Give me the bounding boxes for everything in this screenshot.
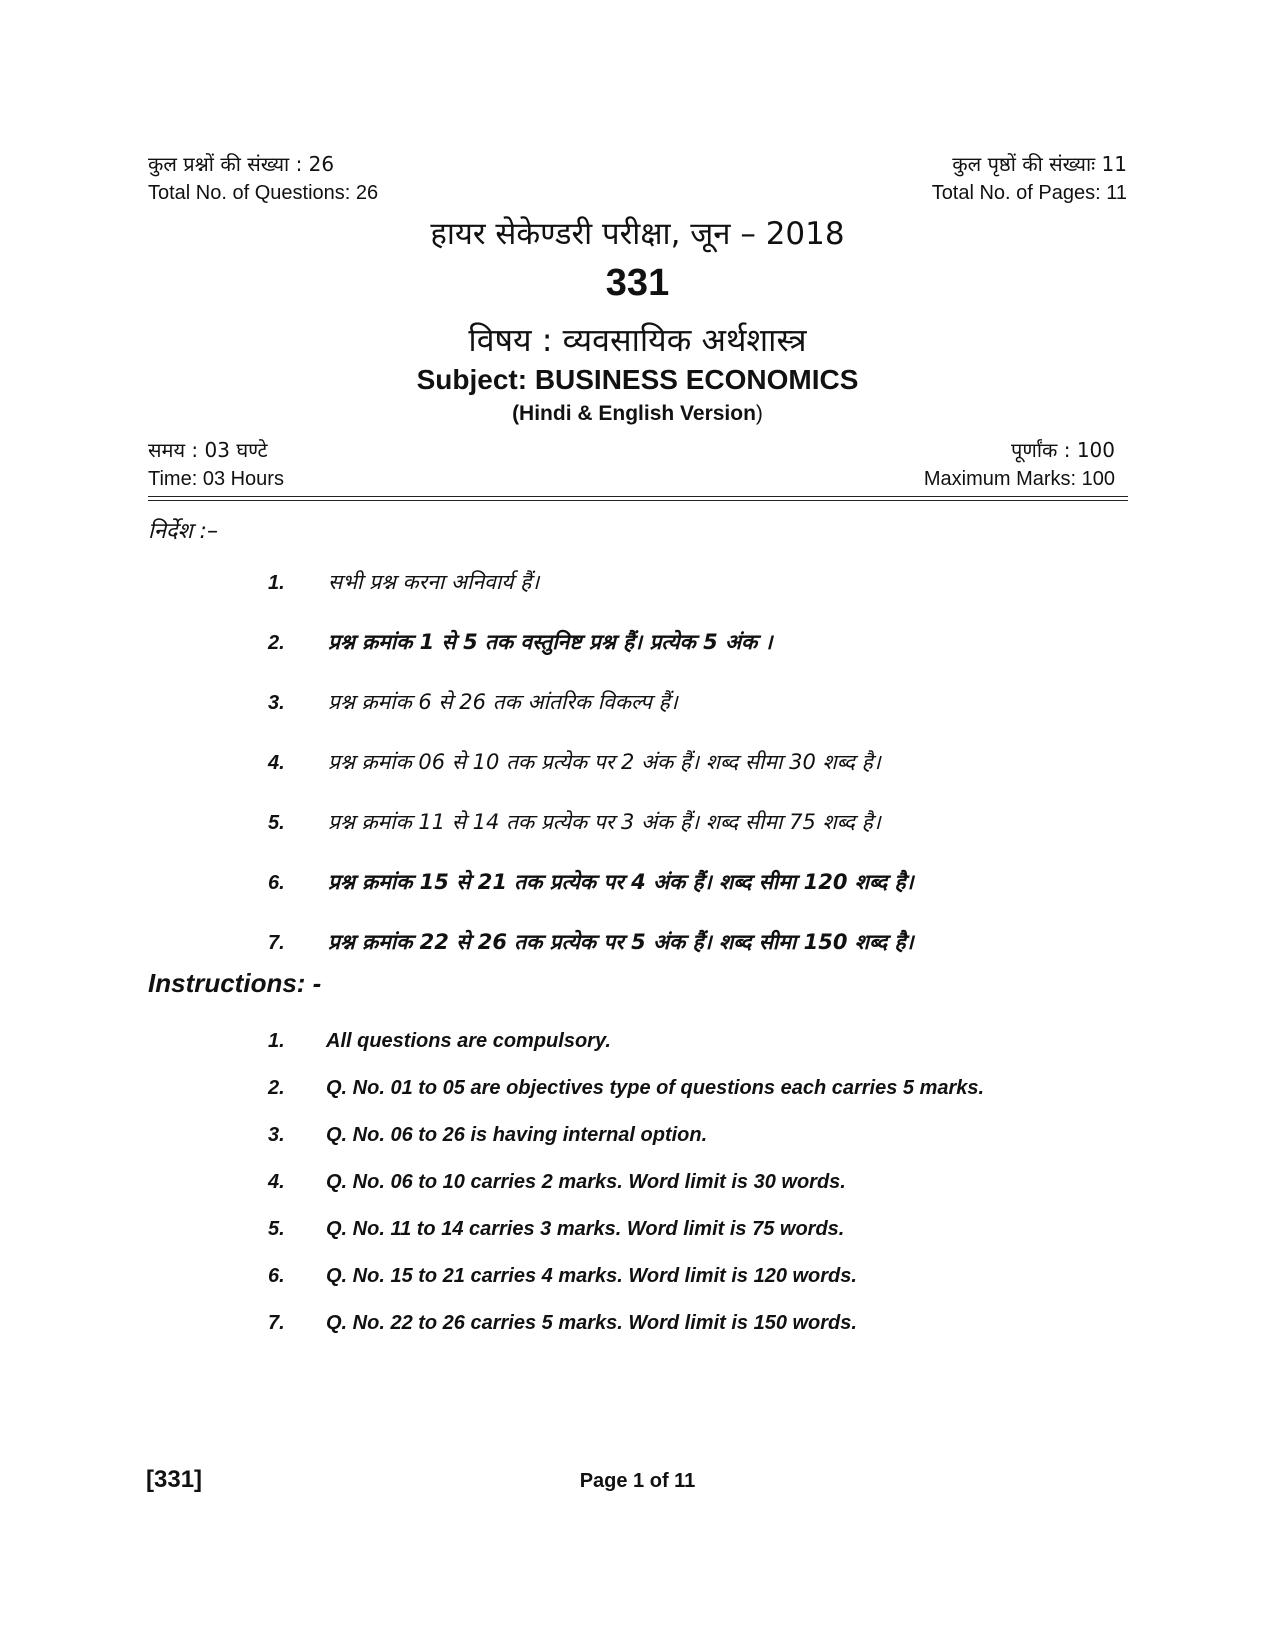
total-questions: Total No. of Questions: 26 <box>148 182 379 204</box>
instruction-number: 3. <box>268 1124 285 1146</box>
hindi-item-text: प्रश्न क्रमांक 06 से 10 तक प्रत्येक पर 2 अंक हैं। शब्द सीमा 30 शब्द है। <box>328 750 881 774</box>
instruction-text: Q. No. 06 to 26 is having internal option. <box>326 1124 708 1146</box>
instruction-text: Q. No. 01 to 05 are objectives type of questions each carries 5 marks. <box>326 1077 985 1099</box>
page-number: Page 1 of 11 <box>579 1470 696 1492</box>
hindi-item-number: 2. <box>268 632 285 654</box>
instructions-heading: Instructions: - <box>148 968 322 998</box>
hindi-item-number: 7. <box>268 932 285 954</box>
time-hindi: समय : 03 घण्टे <box>148 438 268 462</box>
hindi-item-text: प्रश्न क्रमांक 15 से 21 तक प्रत्येक पर 4 अंक हैं। शब्द सीमा 120 शब्द है। <box>328 870 914 894</box>
instruction-number: 5. <box>268 1218 285 1240</box>
marks-english: Maximum Marks: 100 <box>923 468 1115 490</box>
instruction-number: 1. <box>268 1030 285 1052</box>
version-note-close: ) <box>755 402 763 425</box>
instruction-text: Q. No. 22 to 26 carries 5 marks. Word limit is 150 words. <box>326 1312 857 1334</box>
hindi-item-number: 5. <box>268 812 285 834</box>
hindi-total-questions: कुल प्रश्नों की संख्या : 26 <box>148 152 335 176</box>
footer-code: [331] <box>146 1466 203 1493</box>
hindi-total-pages: कुल पृष्ठों की संख्याः 11 <box>952 152 1127 176</box>
subject-english: Subject: BUSINESS ECONOMICS <box>416 364 859 395</box>
hindi-item-number: 3. <box>268 692 285 714</box>
hindi-item-text: प्रश्न क्रमांक 6 से 26 तक आंतरिक विकल्प हैं। <box>328 690 678 714</box>
exam-title-hindi: हायर सेकेण्डरी परीक्षा, जून – 2018 <box>430 216 845 252</box>
instruction-text: Q. No. 06 to 10 carries 2 marks. Word limit is 30 words. <box>326 1171 846 1193</box>
hindi-instructions-heading: निर्देश :– <box>148 519 218 544</box>
instruction-number: 6. <box>268 1265 285 1287</box>
hindi-item-text: सभी प्रश्न करना अनिवार्य हैं। <box>328 570 540 594</box>
divider-top <box>148 496 1128 497</box>
instruction-text: Q. No. 11 to 14 carries 3 marks. Word limit is 75 words. <box>326 1218 845 1240</box>
instruction-text: Q. No. 15 to 21 carries 4 marks. Word limit is 120 words. <box>326 1265 857 1287</box>
hindi-item-number: 6. <box>268 872 285 894</box>
instruction-number: 4. <box>268 1171 285 1193</box>
total-pages: Total No. of Pages: 11 <box>931 182 1127 204</box>
hindi-item-number: 4. <box>268 752 285 774</box>
time-english: Time: 03 Hours <box>148 468 284 490</box>
marks-hindi: पूर्णांक : 100 <box>1011 438 1115 462</box>
instruction-number: 7. <box>268 1312 285 1334</box>
instruction-text: All questions are compulsory. <box>326 1030 611 1052</box>
paper-code: 331 <box>605 262 670 304</box>
hindi-item-number: 1. <box>268 572 285 594</box>
hindi-item-text: प्रश्न क्रमांक 22 से 26 तक प्रत्येक पर 5 अंक हैं। शब्द सीमा 150 शब्द है। <box>328 930 914 954</box>
divider-bottom <box>148 500 1128 501</box>
version-note-text: (Hindi & English Version <box>512 402 756 425</box>
hindi-item-text: प्रश्न क्रमांक 1 से 5 तक वस्तुनिष्ट प्रश्न हैं। प्रत्येक 5 अंक । <box>328 630 773 654</box>
instruction-number: 2. <box>268 1077 285 1099</box>
subject-hindi: विषय : व्यवसायिक अर्थशास्त्र <box>468 321 807 359</box>
hindi-item-text: प्रश्न क्रमांक 11 से 14 तक प्रत्येक पर 3 अंक हैं। शब्द सीमा 75 शब्द है। <box>328 810 881 834</box>
version-note <box>0 402 1275 426</box>
